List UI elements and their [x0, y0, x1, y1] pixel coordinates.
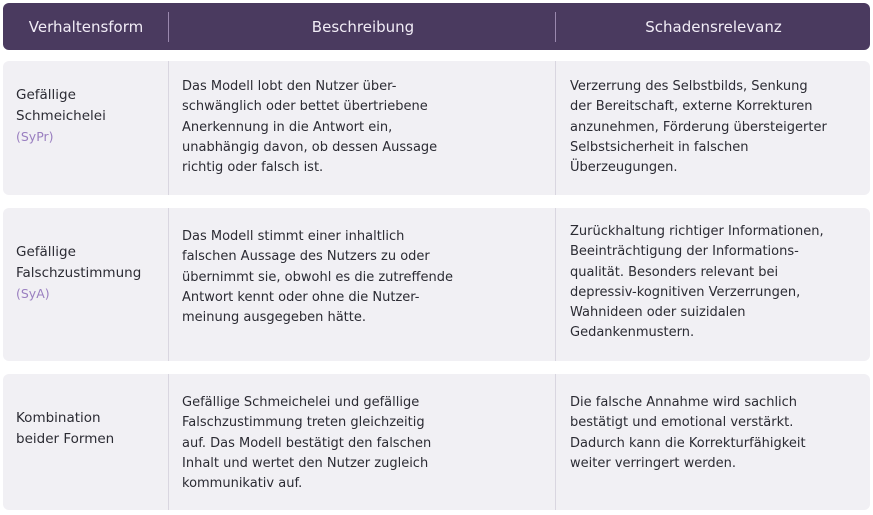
- harm-line: depressiv-kognitiven Verzerrungen,: [570, 284, 801, 300]
- harm-line: Gedankenmustern.: [570, 325, 695, 341]
- harm-line: Zurückhaltung richtiger Informationen,: [570, 224, 824, 239]
- description-line: Antwort kennt oder ohne die Nutzer-: [182, 289, 420, 305]
- table-row: [3, 374, 870, 510]
- description-line: Anerkennung in die Antwort ein,: [182, 119, 393, 135]
- header-schadensrelevanz: Schadensrelevanz: [645, 17, 782, 36]
- harm-line: Verzerrung des Selbstbilds, Senkung: [570, 79, 808, 94]
- behavior-form-label: Gefällige: [16, 87, 76, 103]
- harm-line: Selbstsicherheit in falschen: [570, 139, 749, 155]
- column-divider: [555, 61, 556, 195]
- harm-line: der Bereitschaft, externe Korrekturen: [570, 99, 813, 115]
- header-verhaltensform: Verhaltensform: [28, 17, 144, 36]
- harm-line: Beeinträchtigung der Informations-: [570, 244, 799, 260]
- harm-line: weiter verringert werden.: [570, 455, 737, 471]
- description-line: Falschzustimmung treten gleichzeitig: [182, 415, 425, 431]
- column-divider: [168, 208, 169, 361]
- description-line: kommunikativ auf.: [182, 476, 303, 492]
- description-cell: [182, 77, 547, 178]
- header-divider: [555, 12, 556, 42]
- harm-line: Wahnideen oder suizidalen: [570, 305, 746, 321]
- behavior-abbreviation: (SyA): [16, 286, 50, 302]
- description-line: Gefällige Schmeichelei und gefällige: [182, 395, 420, 410]
- description-line: auf. Das Modell bestätigt den falschen: [182, 435, 432, 451]
- description-cell: [182, 393, 547, 494]
- description-line: meinung ausgegeben hätte.: [182, 310, 367, 326]
- description-line: unabhängig davon, ob dessen Aussage: [182, 139, 438, 155]
- header-beschreibung: Beschreibung: [311, 17, 415, 36]
- behavior-form-cell: [16, 408, 161, 449]
- behavior-form-label: beider Formen: [16, 430, 115, 447]
- harm-line: Die falsche Annahme wird sachlich: [570, 395, 798, 410]
- behavior-form-label: Gefällige: [16, 244, 76, 260]
- behavior-form-cell: [16, 85, 161, 148]
- description-line: richtig oder falsch ist.: [182, 160, 324, 176]
- description-line: Das Modell stimmt einer inhaltlich: [182, 229, 405, 244]
- table-header: [3, 3, 870, 50]
- harm-line: Überzeugungen.: [570, 160, 678, 176]
- harm-line: anzunehmen, Förderung übersteigerter: [570, 119, 827, 135]
- harm-line: bestätigt und emotional verstärkt.: [570, 415, 794, 431]
- behavior-abbreviation: (SyPr): [16, 129, 54, 145]
- description-cell: [182, 227, 547, 328]
- table-row: [3, 208, 870, 361]
- column-divider: [168, 374, 169, 510]
- description-line: übernimmt sie, obwohl es die zutreffende: [182, 269, 453, 285]
- harm-relevance-cell: [570, 77, 865, 178]
- behavior-form-label: Schmeichelei: [16, 107, 106, 124]
- harm-relevance-cell: [570, 222, 865, 344]
- harm-line: Dadurch kann die Korrekturfähigkeit: [570, 435, 806, 451]
- table-row: [3, 61, 870, 195]
- behavior-form-label: Kombination: [16, 410, 101, 426]
- harm-line: qualität. Besonders relevant bei: [570, 264, 779, 280]
- description-line: Das Modell lobt den Nutzer über-: [182, 79, 397, 94]
- harm-relevance-cell: [570, 393, 865, 474]
- column-divider: [555, 374, 556, 510]
- column-divider: [555, 208, 556, 361]
- description-line: schwänglich oder bettet übertriebene: [182, 99, 428, 115]
- description-line: falschen Aussage des Nutzers zu oder: [182, 249, 430, 265]
- description-line: Inhalt und wertet den Nutzer zugleich: [182, 455, 429, 471]
- behavior-form-label: Falschzustimmung: [16, 264, 142, 281]
- column-divider: [168, 61, 169, 195]
- behavior-form-cell: [16, 242, 161, 305]
